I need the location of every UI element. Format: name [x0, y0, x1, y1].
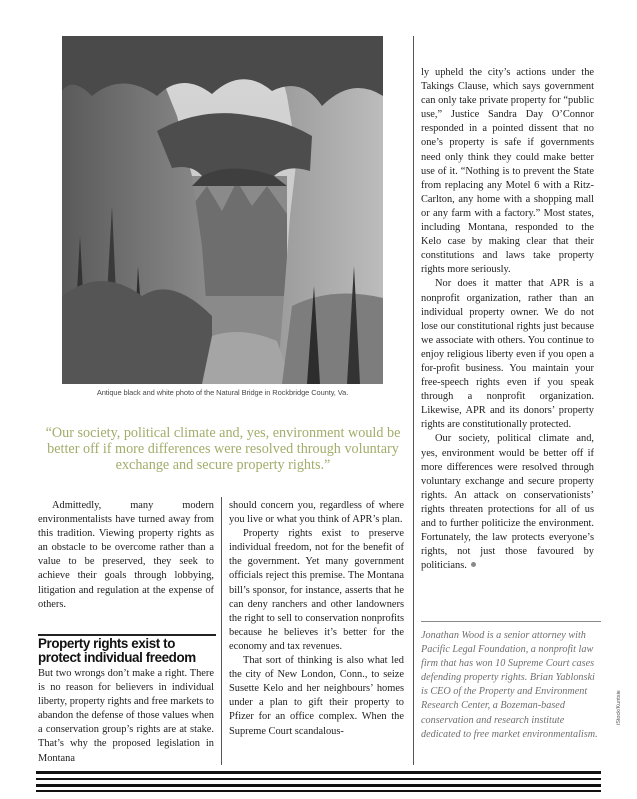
paragraph	[421, 432, 594, 573]
photo-caption: Antique black and white photo of the Natural Bridge in Rockbridge County, Va.	[96, 388, 349, 397]
column-divider	[221, 497, 222, 765]
bio-rule	[421, 621, 601, 622]
paragraph: ly upheld the city’s actions under the Takings Clause, which says government can only take private property for “public use,” Justice Sandra Day O’Connor responded in a pointed dissent that no one’s property is safe if governments need only think they could make better use of it. “Nothing is to prevent the State from replacing any Motel 6 with a Ritz-Carlton, any home with a shopping mall or any farm with a factory.” Most states, including Montana, responded to the Kelo case by making clear that their constitutions and laws take property rights more seriously.	[421, 67, 594, 276]
end-mark-icon	[471, 562, 476, 567]
column-divider	[413, 36, 414, 765]
footer-rule	[36, 778, 601, 780]
column-b	[229, 499, 404, 739]
paragraph: Nor does it matter that APR is a nonprofit organization, rather than an individual property owner. We do not lose our constitutional rights just because we associate with others. You continue to enjoy religious liberty even if you open a for-profit business. You maintain your free-speech rights even if you speak through a nonprofit organization. Likewise, APR and its donors’ property rights are constitutionally protected.	[421, 278, 594, 431]
column-a	[38, 499, 214, 612]
section-heading: Property rights exist to protect individual freedom	[38, 636, 196, 665]
paragraph: But two wrongs don’t make a right. There is no reason for believers in individual liberty, property rights and free markets to abandon the defense of those values when a conservation group’s rights are at stake. That’s why the proposed legislation in Montana	[38, 668, 214, 764]
paragraph: Admittedly, many modern environmentalists have turned away from this tradition. Viewing property rights as an obstacle to be overcome rather than a value to be preserved, they seek to achieve their goals through lobbying, litigation and regulation at the expense of others.	[38, 500, 214, 610]
photo-credit: iStock/Kuntsie	[616, 690, 622, 725]
author-bio: Jonathan Wood is a senior attorney with Pacific Legal Foundation, a nonprofit law firm that has won 10 Supreme Court cases defending property rights. Brian Yablonski is CEO of the Property and Environment Research Center, a Bozeman-based conservation and research institute dedicated to free market environmentalism.	[421, 630, 598, 740]
footer-rule	[36, 790, 601, 792]
paragraph-text: Our society, political climate and, yes, environment would be better off if more differences were resolved through voluntary exchange and secure property rights. An attack on conservationists’ rights threaten protections for all of us and to further politicize the environment. Fortunately, the law protects everyone’s rights, not just those favoured by politicians.	[421, 433, 594, 572]
paragraph: That sort of thinking is also what led the city of New London, Conn., to seize Susette Kelo and her neighbours’ homes under a plan to gift their property to Pfizer for an office complex. When the Supreme Court scandalous-	[229, 655, 404, 737]
column-c	[421, 66, 594, 573]
natural-bridge-photo	[62, 36, 383, 384]
footer-rule	[36, 784, 601, 787]
column-a-continued	[38, 667, 214, 766]
footer-rule	[36, 771, 601, 774]
paragraph: should concern you, regardless of where you live or what you think of APR’s plan.	[229, 500, 404, 526]
pull-quote: “Our society, political climate and, yes, environment would be better off if more differences were resolved through voluntary exchange and secure property rights.”	[45, 425, 401, 473]
paragraph: Property rights exist to preserve individual freedom, not for the benefit of the government. Yet many government officials reject this premise. The Montana bill’s sponsor, for instance, asserts that he can deny ranchers and other landowners the right to sell to conservation nonprofits because he believes it’s better for the economy and tax revenues.	[229, 528, 404, 652]
